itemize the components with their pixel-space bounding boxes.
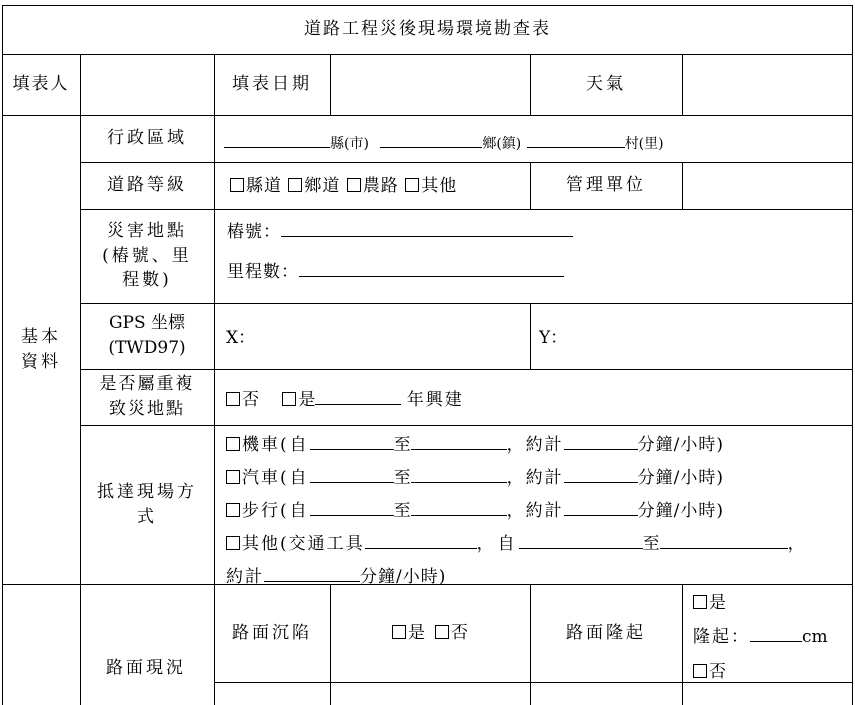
- rule-status-sub: [214, 682, 853, 683]
- bulge-no-option[interactable]: 否: [693, 664, 726, 681]
- checkbox-icon: [226, 392, 240, 406]
- border-right: [852, 5, 853, 705]
- village-input[interactable]: [527, 133, 625, 148]
- checkbox-icon: [435, 625, 449, 639]
- motorcycle-from-input[interactable]: [310, 435, 394, 450]
- walk-from-input[interactable]: [310, 501, 394, 516]
- bulge-amount-input[interactable]: [750, 627, 802, 642]
- gps-y-input[interactable]: [564, 305, 850, 367]
- township-input[interactable]: [380, 133, 482, 148]
- bulge-yes-option[interactable]: 是: [693, 595, 726, 612]
- repeat-no-option[interactable]: 否: [226, 390, 259, 410]
- gps-y-label: Y：: [539, 328, 568, 348]
- sinking-yes-option[interactable]: 是: [392, 621, 425, 646]
- other-from-input[interactable]: [519, 534, 643, 549]
- other-to-input[interactable]: [660, 534, 788, 549]
- mileage-input[interactable]: [299, 262, 564, 277]
- walk-to-input[interactable]: [411, 501, 507, 516]
- access-row-other: 其他(交通工具 ，自 至 ，: [226, 534, 805, 553]
- road-status-label: 路面現況: [106, 658, 186, 678]
- road-grade-label: 道路等級: [107, 175, 187, 196]
- admin-area-fields: 縣(市) 鄉(鎮) 村(里): [224, 133, 664, 152]
- road-grade-options: [230, 178, 457, 195]
- survey-form: [2, 5, 853, 705]
- gps-x-label: X：: [226, 328, 256, 348]
- other-vehicle-input[interactable]: [365, 534, 477, 549]
- checkbox-icon: [405, 178, 419, 192]
- col-line-status-3: [682, 584, 683, 705]
- access-car-option[interactable]: 汽車: [226, 468, 280, 488]
- repeat-yes-option[interactable]: 是: [282, 390, 315, 410]
- access-row-walk: 步行(自 至 ，約計 分鐘/小時): [226, 501, 724, 520]
- checkbox-icon: [693, 664, 707, 678]
- stake-input[interactable]: [281, 222, 573, 237]
- year-built-input[interactable]: [315, 390, 401, 405]
- gps-label: GPS 坐標 (TWD97): [108, 313, 186, 358]
- checkbox-icon: [226, 503, 240, 517]
- weather-label: 天氣: [586, 74, 626, 95]
- sinking-label: 路面沉陷: [232, 622, 312, 643]
- access-walk-option[interactable]: 步行: [226, 501, 280, 521]
- bulge-label: 路面隆起: [566, 622, 646, 643]
- car-to-input[interactable]: [411, 468, 507, 483]
- grade-township-option[interactable]: 鄉道: [288, 176, 340, 196]
- mgmt-unit-label: 管理單位: [566, 175, 646, 196]
- access-other-option[interactable]: 其他: [226, 534, 280, 554]
- checkbox-icon: [226, 470, 240, 484]
- county-input[interactable]: [224, 133, 330, 148]
- access-row-other-duration: 約計 分鐘/小時): [226, 567, 447, 587]
- access-motorcycle-option[interactable]: 機車: [226, 435, 280, 455]
- car-duration-input[interactable]: [564, 468, 638, 483]
- access-row-motorcycle: 機車(自 至 ，約計 分鐘/小時): [226, 435, 724, 454]
- access-row-car: 汽車(自 至 ，約計 分鐘/小時): [226, 468, 724, 487]
- checkbox-icon: [347, 178, 361, 192]
- checkbox-icon: [226, 437, 240, 451]
- filler-label: 填表人: [12, 74, 70, 95]
- walk-duration-input[interactable]: [564, 501, 638, 516]
- access-label: 抵達現場方 式: [97, 481, 197, 527]
- disaster-location-label: 災害地點 (樁號、里 程數): [102, 221, 192, 291]
- stake-field: 樁號：: [227, 222, 573, 241]
- car-from-input[interactable]: [310, 468, 394, 483]
- checkbox-icon: [230, 178, 244, 192]
- date-input[interactable]: [331, 55, 530, 115]
- grade-farm-option[interactable]: 農路: [347, 176, 399, 196]
- col-line-gps: [530, 303, 531, 369]
- grade-county-option[interactable]: 縣道: [230, 176, 282, 196]
- other-duration-input[interactable]: [264, 567, 360, 582]
- admin-area-label: 行政區域: [107, 128, 187, 149]
- mileage-field: 里程數：: [227, 262, 564, 281]
- sinking-options: [330, 584, 530, 682]
- repeat-label: 是否屬重複 致災地點: [99, 374, 195, 419]
- repeat-options: 否 是 年興建: [226, 390, 464, 409]
- checkbox-icon: [226, 536, 240, 550]
- weather-input[interactable]: [683, 55, 852, 115]
- basic-info-label: 基本 資料: [21, 326, 61, 372]
- motorcycle-duration-input[interactable]: [564, 435, 638, 450]
- motorcycle-to-input[interactable]: [411, 435, 507, 450]
- sinking-no-option[interactable]: 否: [435, 621, 468, 646]
- form-title: 道路工程災後現場環境勘查表: [304, 19, 551, 40]
- mgmt-unit-input[interactable]: [683, 163, 852, 209]
- bulge-amount-field: 隆起： cm: [693, 627, 828, 647]
- checkbox-icon: [693, 595, 707, 609]
- filler-input[interactable]: [81, 55, 214, 115]
- checkbox-icon: [288, 178, 302, 192]
- grade-other-option[interactable]: 其他: [405, 176, 457, 196]
- checkbox-icon: [282, 392, 296, 406]
- checkbox-icon: [392, 625, 406, 639]
- gps-x-input[interactable]: [252, 305, 528, 367]
- date-label: 填表日期: [232, 74, 312, 95]
